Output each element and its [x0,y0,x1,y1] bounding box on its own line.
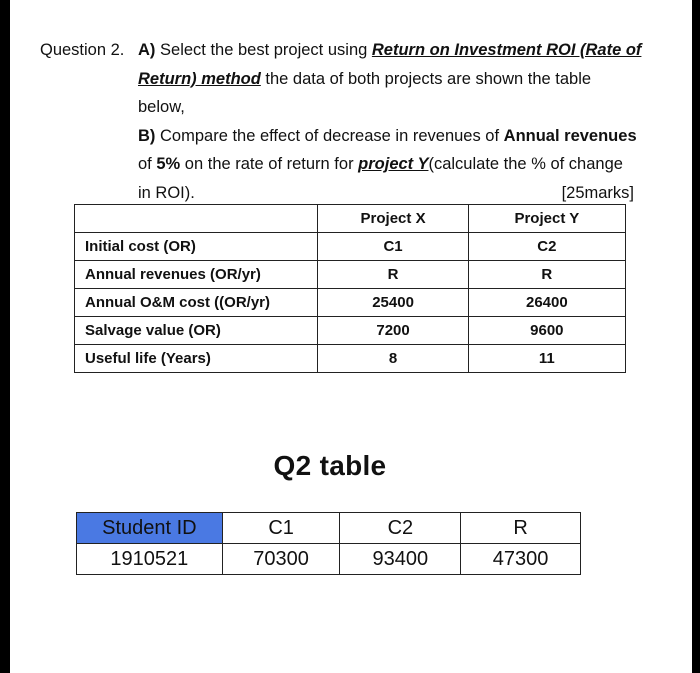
header-project-y: Project Y [468,205,625,233]
table-row [75,261,626,289]
project-x-value: 8 [318,345,468,373]
student-id-value: 1910521 [77,544,223,575]
student-id-header: Student ID [77,513,223,544]
c1-value: 70300 [222,544,340,575]
project-y-value: 26400 [468,289,625,317]
c2-value: 93400 [340,544,461,575]
c1-header: C1 [222,513,340,544]
question-line-4 [40,122,670,151]
project-x-value: 7200 [318,317,468,345]
q2-header-row [77,513,581,544]
row-label: Initial cost (OR) [75,233,318,261]
part-a-text-end: below, [138,98,185,116]
project-x-value: 25400 [318,289,468,317]
table-row [75,317,626,345]
project-y-value: R [468,261,625,289]
project-y-value: 11 [468,345,625,373]
question-text [40,36,670,207]
part-b-text-of: of [138,155,157,173]
question-line-6 [40,179,670,208]
row-label: Salvage value (OR) [75,317,318,345]
c2-header: C2 [340,513,461,544]
header-empty [75,205,318,233]
project-y-value: 9600 [468,317,625,345]
part-a-text: Select the best project using [155,41,372,59]
project-x-value: C1 [318,233,468,261]
row-label: Annual revenues (OR/yr) [75,261,318,289]
question-number: Question 2. [40,41,125,59]
table-row [75,233,626,261]
right-black-border [692,0,700,673]
row-label: Annual O&M cost ((OR/yr) [75,289,318,317]
r-header: R [461,513,581,544]
table-row [75,345,626,373]
project-y-value: C2 [468,233,625,261]
part-a-label: A) [138,41,156,59]
project-x-value: R [318,261,468,289]
row-label: Useful life (Years) [75,345,318,373]
header-project-x: Project X [318,205,468,233]
table-row [75,289,626,317]
part-a-text-cont: the data of both projects are shown the table [260,69,592,88]
table-header-row [75,205,626,233]
question-line-1 [40,36,670,65]
q2-table-title: Q2 table [273,450,387,481]
q2-value-row [77,544,581,575]
roi-method-emphasis: Return on Investment ROI (Rate of [371,41,642,59]
annual-revenues-bold: Annual revenues [503,126,637,145]
question-line-2 [40,65,670,94]
part-b-text-end: in ROI). [138,183,195,202]
q2-table [76,512,581,575]
part-b-text-mid: on the rate of return for [180,155,359,173]
project-y-emphasis: project Y [358,155,429,173]
question-line-3 [40,93,670,122]
marks-label: [25marks] [561,183,634,202]
question-line-5 [40,150,670,179]
roi-method-emphasis-cont: Return) method [138,69,261,88]
left-black-border [0,0,10,673]
r-value: 47300 [461,544,581,575]
part-b-text-change: (calculate the % of change [428,155,623,173]
five-percent-bold: 5% [156,155,181,173]
part-b-label: B) [138,126,156,145]
projects-table [74,204,626,373]
part-b-text: Compare the effect of decrease in revenues of [155,126,504,145]
